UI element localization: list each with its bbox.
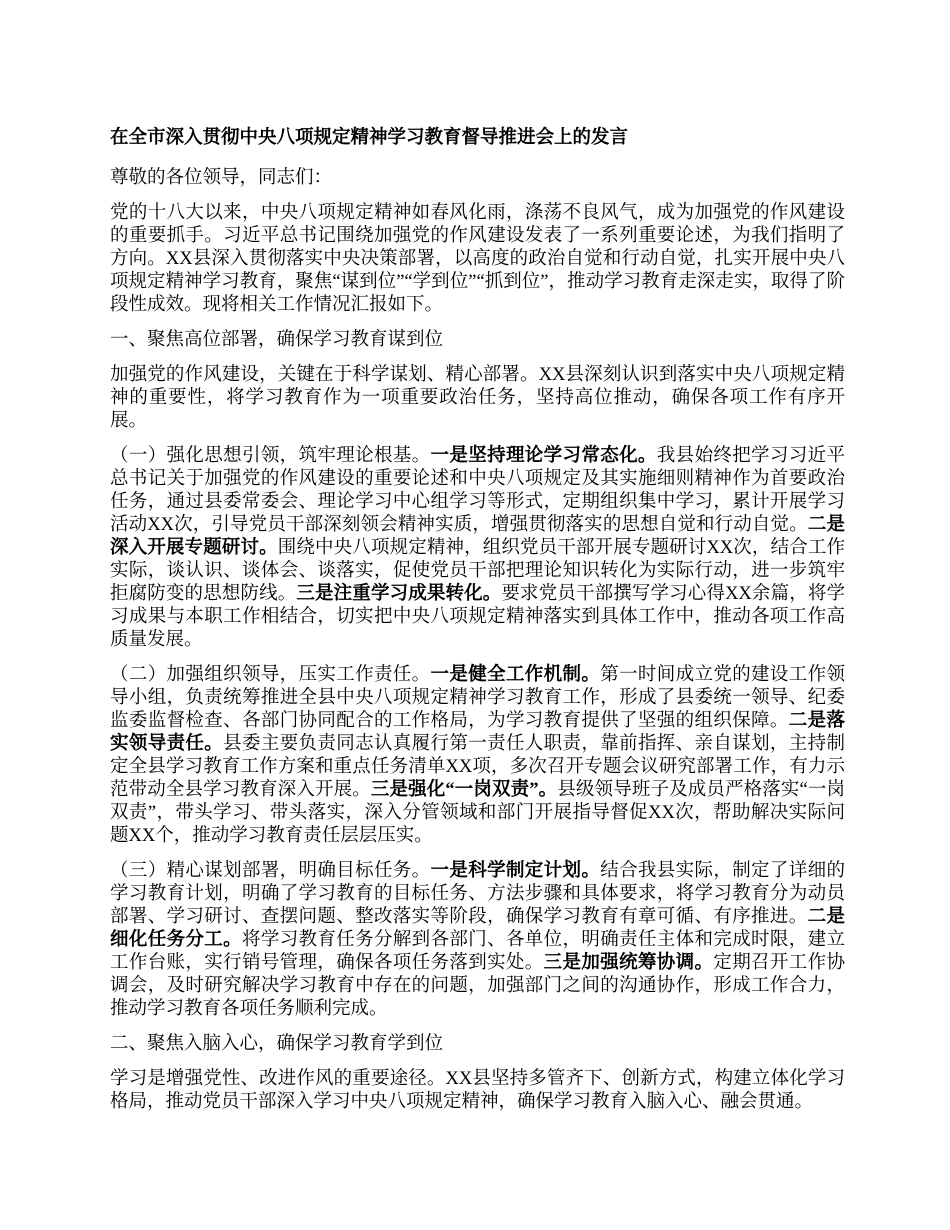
bold-text-run: 一是科学制定计划。 xyxy=(430,861,601,881)
section-heading xyxy=(110,329,845,352)
text-run: 二、聚焦入脑入心，确保学习教育学到位 xyxy=(110,1034,444,1054)
paragraph xyxy=(110,364,845,433)
text-run: 要求党员干部撰写学习心得XX余篇，将学习成果与本职工作相结合，切实把中央八项规定精神落实到具体工作中，推动各项工作高质量发展。 xyxy=(110,584,845,650)
text-run: 将学习教育任务分解到各部门、各单位，明确责任主体和完成时限，建立工作台账，实行销号管理，确保各项任务落到实处。 xyxy=(110,930,845,973)
bold-text-run: 在全市深入贯彻中央八项规定精神学习教育督导推进会上的发言 xyxy=(110,128,629,148)
bold-text-run: 二是落实领导责任。 xyxy=(110,711,845,754)
paragraph xyxy=(110,167,845,190)
bold-text-run: 一是健全工作机制。 xyxy=(430,665,601,685)
text-run: 我县始终把学习习近平总书记关于加强党的作风建设的重要论述和中央八项规定及其实施细则精神作为首要政治任务，通过县委常委会、理论学习中心组学习等形式，定期组织集中学习，累计开展学习活动XX次，引导党员干部深刻领会精神实质，增强贯彻落实的思想自觉和行动自觉。 xyxy=(110,446,845,535)
text-run: 加强党的作风建设，关键在于科学谋划、精心部署。XX县深刻认识到落实中央八项规定精神的重要性，将学习教育作为一项重要政治任务，坚持高位推动，确保各项工作有序开展。 xyxy=(110,365,845,431)
bold-text-run: 二是深入开展专题研讨。 xyxy=(110,515,845,558)
text-run: （一）强化思想引领，筑牢理论根基。 xyxy=(110,446,431,466)
paragraph xyxy=(110,664,845,848)
document-title xyxy=(110,126,845,150)
text-run: 第一时间成立党的建设工作领导小组，负责统筹推进全县中央八项规定精神学习教育工作，形成了县委统一领导、纪委监委监督检查、各部门协同配合的工作格局，为学习教育提供了坚强的组织保障。 xyxy=(110,665,845,731)
text-run: 县级领导班子及成员严格落实“一岗双责”，带头学习、带头落实，深入分管领域和部门开展指导督促XX次，帮助解决实际问题XX个，推动学习教育责任层层压实。 xyxy=(110,780,845,846)
text-run: 党的十八大以来，中央八项规定精神如春风化雨，涤荡不良风气，成为加强党的作风建设的重要抓手。习近平总书记围绕加强党的作风建设发表了一系列重要论述，为我们指明了方向。XX县深入贯彻落实中央决策部署，以高度的政治自觉和行动自觉，扎实开展中央八项规定精神学习教育，聚焦“谋到位”“学到位”“抓到位”，推动学习教育走深走实，取得了阶段性成效。现将相关工作情况汇报如下。 xyxy=(110,203,845,315)
paragraph xyxy=(110,202,845,317)
bold-text-run: 二是细化任务分工。 xyxy=(110,907,845,950)
text-run: 结合我县实际，制定了详细的学习教育计划，明确了学习教育的目标任务、方法步骤和具体要求，将学习教育分为动员部署、学习研讨、查摆问题、整改落实等阶段，确保学习教育有章可循、有序推进。 xyxy=(110,861,845,927)
text-run: 尊敬的各位领导，同志们： xyxy=(110,168,333,188)
bold-text-run: 一是坚持理论学习常态化。 xyxy=(430,446,657,466)
text-run: 县委主要负责同志认真履行第一责任人职责，靠前指挥、亲自谋划，主持制定全县学习教育工作方案和重点任务清单XX项，多次召开专题会议研究部署工作，有力示范带动全县学习教育深入开展。 xyxy=(110,734,845,800)
text-run: （三）精心谋划部署，明确目标任务。 xyxy=(110,861,431,881)
text-run: 学习是增强党性、改进作风的重要途径。XX县坚持多管齐下、创新方式，构建立体化学习格局，推动党员干部深入学习中央八项规定精神，确保学习教育入脑入心、融会贯通。 xyxy=(110,1069,845,1112)
text-run: 一、聚焦高位部署，确保学习教育谋到位 xyxy=(110,330,444,350)
paragraph xyxy=(110,860,845,1021)
document-body xyxy=(110,126,845,1114)
bold-text-run: 三是强化“一岗双责”。 xyxy=(370,780,558,800)
bold-text-run: 三是加强统筹协调。 xyxy=(543,953,714,973)
bold-text-run: 三是注重学习成果转化。 xyxy=(296,584,502,604)
paragraph xyxy=(110,1068,845,1114)
text-run: 围绕中央八项规定精神，组织党员干部开展专题研讨XX次，结合工作实际，谈认识、谈体会、谈落实，促使党员干部把理论知识转化为实际行动，进一步筑牢拒腐防变的思想防线。 xyxy=(110,538,845,604)
text-run: 定期召开工作协调会，及时研究解决学习教育中存在的问题，加强部门之间的沟通协作，形成工作合力，推动学习教育各项任务顺利完成。 xyxy=(110,953,845,1019)
section-heading xyxy=(110,1033,845,1056)
text-run: （二）加强组织领导，压实工作责任。 xyxy=(110,665,431,685)
paragraph xyxy=(110,445,845,652)
